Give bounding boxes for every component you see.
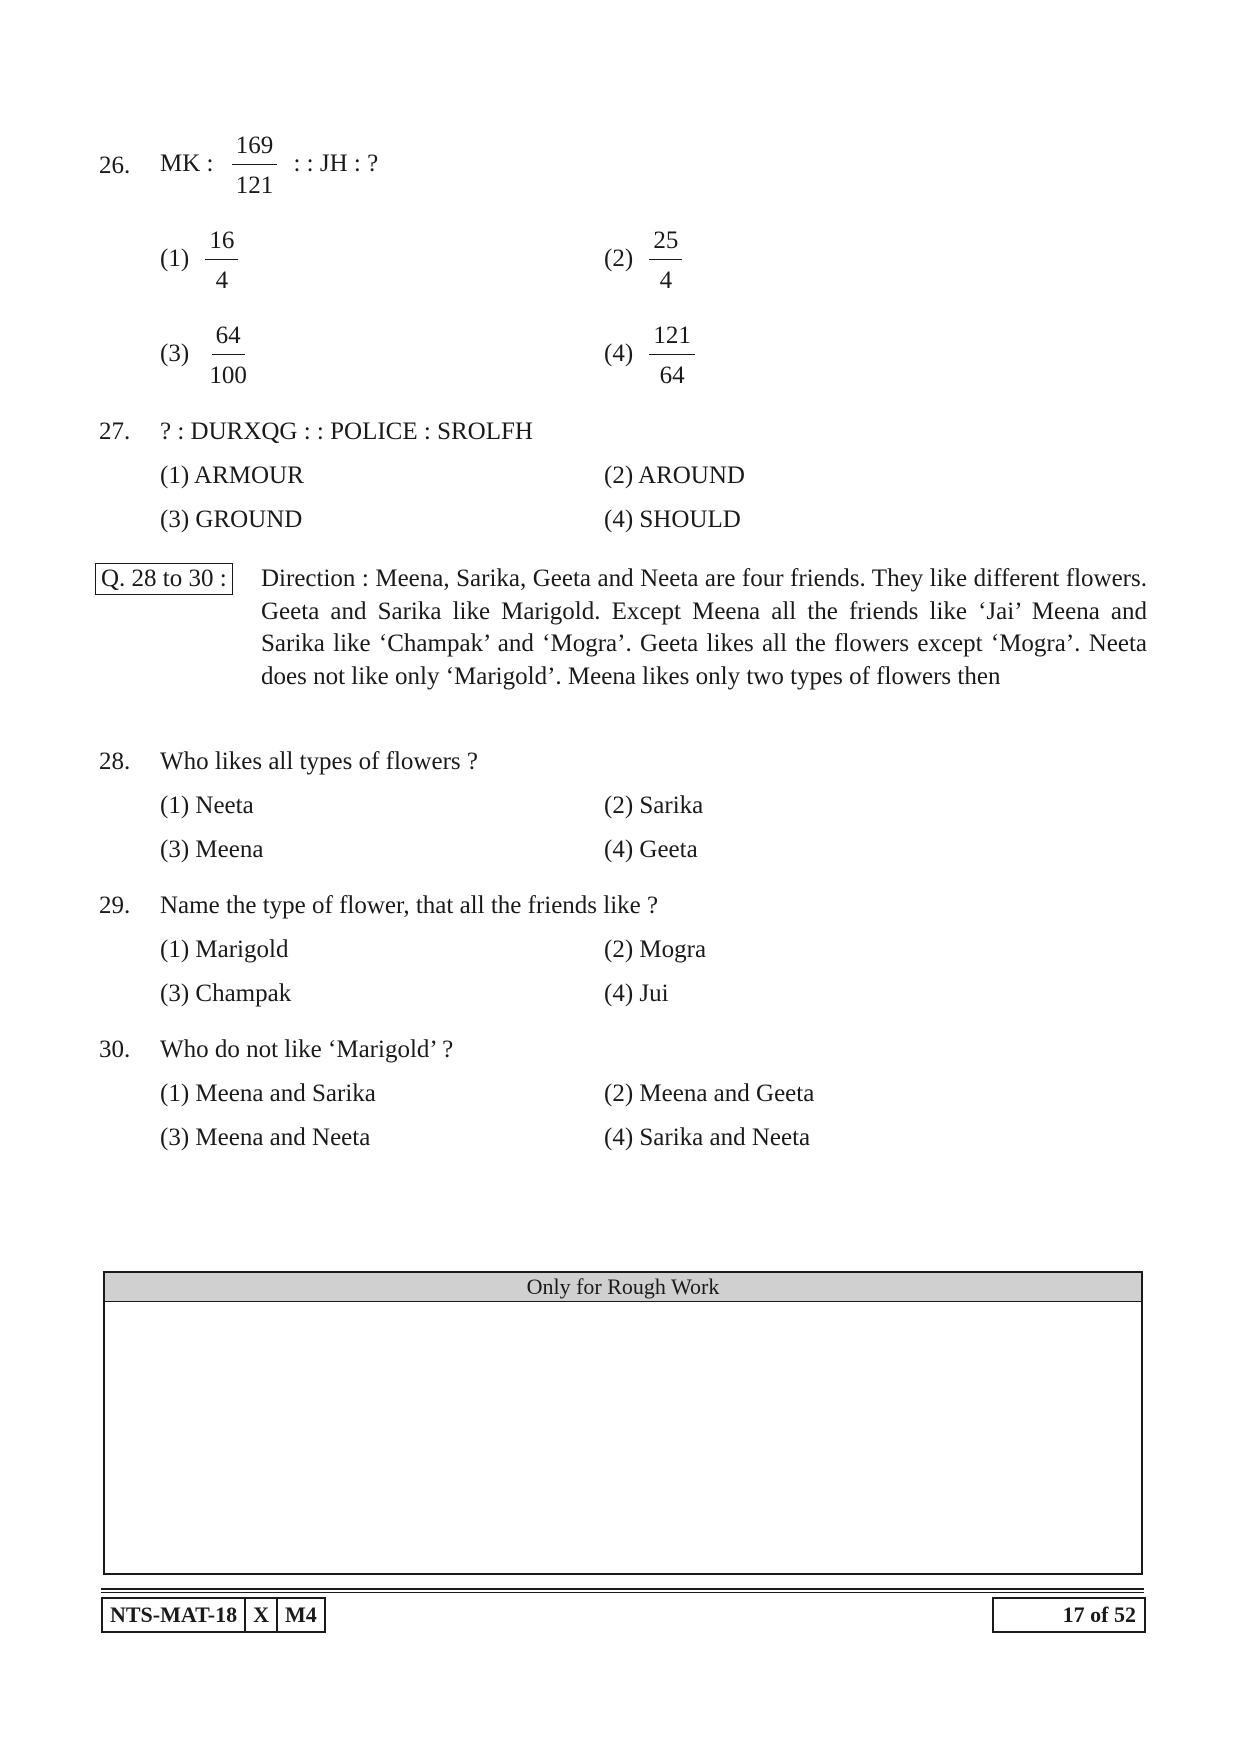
question-29-number: 29. <box>99 892 131 919</box>
question-26-fraction-denominator: 121 <box>235 172 274 199</box>
option-denominator: 4 <box>215 267 229 294</box>
question-30-option-3[interactable]: (3) Meena and Neeta <box>160 1124 371 1151</box>
footer-paper-code <box>101 1597 326 1633</box>
question-28-option-4[interactable]: (4) Geeta <box>604 836 698 863</box>
question-27-option-2[interactable]: (2) AROUND <box>604 462 745 489</box>
direction-range-label: Q. 28 to 30 : <box>95 563 233 595</box>
question-27-option-1[interactable]: (1) ARMOUR <box>160 462 304 489</box>
question-26-stem-prefix: MK : <box>160 150 214 178</box>
option-denominator: 4 <box>659 267 673 294</box>
direction-text: Direction : Meena, Sarika, Geeta and Neeta are four friends. They like different flowers. Geeta and Sarika like Marigold. Except Meena all the friends like ‘Jai’ Meena and Sarika like ‘Champak’ and ‘Mogra’. Geeta likes all the flowers except ‘Mogra’. Neeta does not like only ‘Marigold’. Meena likes only two types of flowers then <box>261 565 1147 690</box>
question-26-number: 26. <box>99 152 131 179</box>
option-label: (4) <box>604 340 634 368</box>
question-26-option-1[interactable] <box>160 228 238 293</box>
question-29-option-4[interactable]: (4) Jui <box>604 980 669 1007</box>
option-numerator: 16 <box>205 228 238 260</box>
question-30-number: 30. <box>99 1036 131 1063</box>
question-27-option-4[interactable]: (4) SHOULD <box>604 506 741 533</box>
footer-code: NTS-MAT-18 <box>110 1602 238 1627</box>
question-26-fraction-numerator: 169 <box>232 133 278 165</box>
question-28-number: 28. <box>99 748 131 775</box>
question-30-option-2[interactable]: (2) Meena and Geeta <box>604 1080 815 1107</box>
footer-class: X <box>244 1599 276 1631</box>
question-26-option-2[interactable] <box>604 228 682 293</box>
option-numerator: 64 <box>212 323 245 355</box>
rough-work-title: Only for Rough Work <box>105 1273 1141 1302</box>
question-30-text: Who do not like ‘Marigold’ ? <box>160 1036 454 1063</box>
rough-work-box <box>103 1271 1143 1575</box>
footer-divider-top <box>101 1588 1144 1590</box>
option-fraction <box>649 228 682 293</box>
option-label: (2) <box>604 245 634 273</box>
question-26-option-3[interactable] <box>160 323 251 388</box>
question-27-option-3[interactable]: (3) GROUND <box>160 506 303 533</box>
option-denominator: 100 <box>209 362 247 389</box>
option-label: (3) <box>160 340 190 368</box>
question-28-option-3[interactable]: (3) Meena <box>160 836 264 863</box>
question-30-option-1[interactable]: (1) Meena and Sarika <box>160 1080 376 1107</box>
option-numerator: 25 <box>649 228 682 260</box>
option-fraction <box>205 323 251 388</box>
question-26-stem <box>160 133 378 198</box>
option-label: (1) <box>160 245 190 273</box>
question-26-option-4[interactable] <box>604 323 695 388</box>
option-numerator: 121 <box>649 323 695 355</box>
question-27-number: 27. <box>99 418 131 445</box>
question-28-text: Who likes all types of flowers ? <box>160 748 478 775</box>
question-29-text: Name the type of flower, that all the friends like ? <box>160 892 659 919</box>
question-26-fraction <box>232 133 278 198</box>
footer-page-number-box <box>992 1597 1146 1633</box>
question-26-stem-suffix: : : JH : ? <box>293 150 379 178</box>
question-29-option-2[interactable]: (2) Mogra <box>604 936 707 963</box>
question-28-option-2[interactable]: (2) Sarika <box>604 792 704 819</box>
footer-divider-bottom <box>101 1592 1144 1593</box>
option-fraction <box>649 323 695 388</box>
question-28-option-1[interactable]: (1) Neeta <box>160 792 254 819</box>
question-29-option-1[interactable]: (1) Marigold <box>160 936 289 963</box>
footer-page-number: 17 of 52 <box>1062 1602 1136 1627</box>
question-29-option-3[interactable]: (3) Champak <box>160 980 292 1007</box>
footer-series: M4 <box>276 1599 324 1631</box>
question-27-text: ? : DURXQG : : POLICE : SROLFH <box>160 418 533 445</box>
question-30-option-4[interactable]: (4) Sarika and Neeta <box>604 1124 811 1151</box>
option-denominator: 64 <box>659 362 685 389</box>
option-fraction <box>205 228 238 293</box>
